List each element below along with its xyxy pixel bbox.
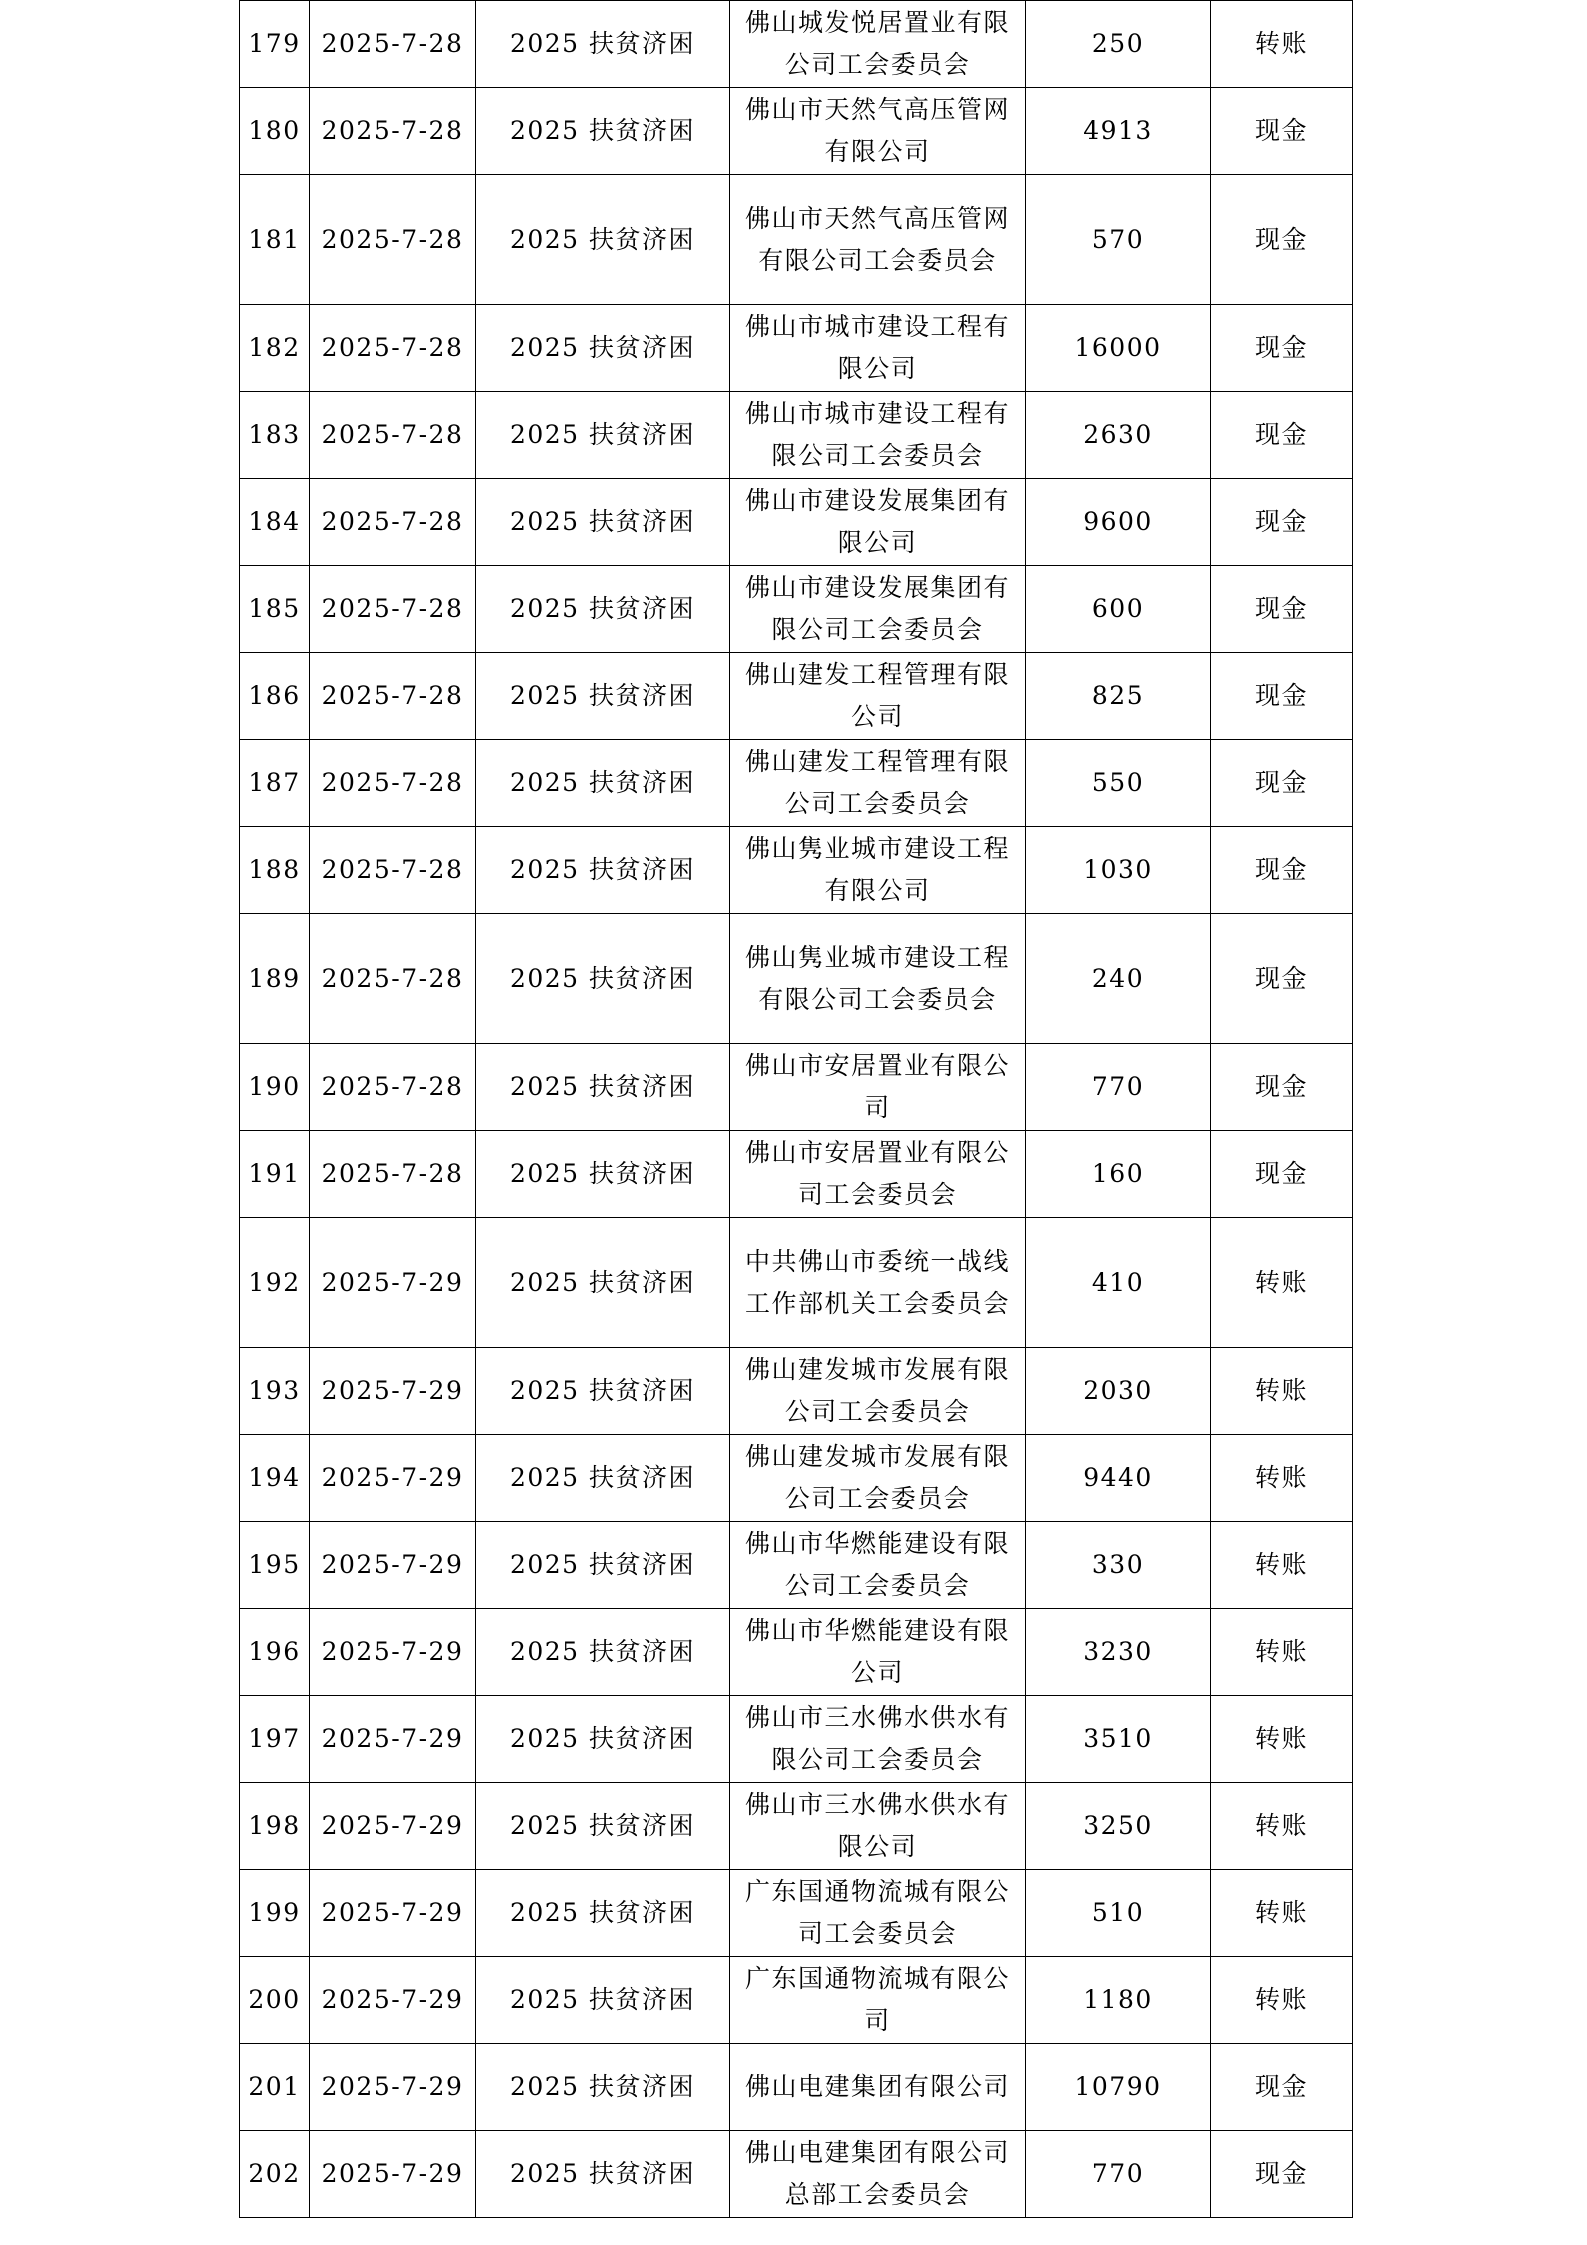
row-number: 188 (240, 827, 310, 914)
row-method: 现金 (1211, 1044, 1353, 1131)
row-amount: 2030 (1026, 1348, 1211, 1435)
row-number: 186 (240, 653, 310, 740)
row-method: 现金 (1211, 740, 1353, 827)
row-donor: 佛山电建集团有限公司 (730, 2044, 1026, 2131)
row-project: 2025 扶贫济困 (476, 1957, 730, 2044)
row-amount: 410 (1026, 1218, 1211, 1348)
row-method: 现金 (1211, 392, 1353, 479)
table-row (240, 175, 1353, 305)
row-method: 转账 (1211, 1957, 1353, 2044)
row-date: 2025-7-28 (310, 479, 476, 566)
table-row (240, 1522, 1353, 1609)
row-number: 189 (240, 914, 310, 1044)
table-row (240, 827, 1353, 914)
row-method: 转账 (1211, 1522, 1353, 1609)
row-donor: 佛山市华燃能建设有限公司 (730, 1609, 1026, 1696)
row-number: 194 (240, 1435, 310, 1522)
row-amount: 550 (1026, 740, 1211, 827)
row-date: 2025-7-29 (310, 1870, 476, 1957)
table-row (240, 1348, 1353, 1435)
row-date: 2025-7-28 (310, 175, 476, 305)
row-project: 2025 扶贫济困 (476, 305, 730, 392)
row-donor: 佛山市建设发展集团有限公司工会委员会 (730, 566, 1026, 653)
table-row (240, 1218, 1353, 1348)
row-date: 2025-7-28 (310, 566, 476, 653)
table-row (240, 566, 1353, 653)
table-row (240, 392, 1353, 479)
row-project: 2025 扶贫济困 (476, 1044, 730, 1131)
table-row (240, 1, 1353, 88)
row-number: 192 (240, 1218, 310, 1348)
table-row (240, 1957, 1353, 2044)
table-row (240, 305, 1353, 392)
row-project: 2025 扶贫济困 (476, 1435, 730, 1522)
row-amount: 825 (1026, 653, 1211, 740)
row-project: 2025 扶贫济困 (476, 479, 730, 566)
row-project: 2025 扶贫济困 (476, 1, 730, 88)
row-amount: 3250 (1026, 1783, 1211, 1870)
row-date: 2025-7-29 (310, 1218, 476, 1348)
row-donor: 佛山建发工程管理有限公司 (730, 653, 1026, 740)
row-project: 2025 扶贫济困 (476, 1522, 730, 1609)
row-project: 2025 扶贫济困 (476, 1131, 730, 1218)
table-row (240, 479, 1353, 566)
row-number: 179 (240, 1, 310, 88)
row-number: 199 (240, 1870, 310, 1957)
row-number: 181 (240, 175, 310, 305)
row-method: 现金 (1211, 2044, 1353, 2131)
row-method: 转账 (1211, 1696, 1353, 1783)
table-row (240, 1131, 1353, 1218)
row-donor: 佛山城发悦居置业有限公司工会委员会 (730, 1, 1026, 88)
row-date: 2025-7-28 (310, 88, 476, 175)
table-row (240, 88, 1353, 175)
row-number: 196 (240, 1609, 310, 1696)
row-date: 2025-7-29 (310, 1783, 476, 1870)
row-date: 2025-7-29 (310, 1435, 476, 1522)
row-method: 现金 (1211, 2131, 1353, 2218)
table-row (240, 653, 1353, 740)
row-number: 202 (240, 2131, 310, 2218)
row-project: 2025 扶贫济困 (476, 1218, 730, 1348)
row-project: 2025 扶贫济困 (476, 2044, 730, 2131)
row-amount: 3510 (1026, 1696, 1211, 1783)
row-number: 191 (240, 1131, 310, 1218)
row-method: 现金 (1211, 914, 1353, 1044)
row-donor: 佛山建发工程管理有限公司工会委员会 (730, 740, 1026, 827)
row-method: 现金 (1211, 88, 1353, 175)
row-amount: 9440 (1026, 1435, 1211, 1522)
row-project: 2025 扶贫济困 (476, 175, 730, 305)
row-amount: 3230 (1026, 1609, 1211, 1696)
row-donor: 佛山市城市建设工程有限公司工会委员会 (730, 392, 1026, 479)
row-amount: 160 (1026, 1131, 1211, 1218)
row-date: 2025-7-28 (310, 827, 476, 914)
table-row (240, 2044, 1353, 2131)
row-amount: 4913 (1026, 88, 1211, 175)
row-donor: 佛山建发城市发展有限公司工会委员会 (730, 1435, 1026, 1522)
row-donor: 佛山市建设发展集团有限公司 (730, 479, 1026, 566)
row-donor: 广东国通物流城有限公司 (730, 1957, 1026, 2044)
table-row (240, 1044, 1353, 1131)
row-project: 2025 扶贫济困 (476, 392, 730, 479)
row-donor: 佛山市三水佛水供水有限公司 (730, 1783, 1026, 1870)
row-number: 195 (240, 1522, 310, 1609)
row-method: 转账 (1211, 1609, 1353, 1696)
row-method: 转账 (1211, 1783, 1353, 1870)
row-number: 198 (240, 1783, 310, 1870)
row-date: 2025-7-28 (310, 740, 476, 827)
row-donor: 广东国通物流城有限公司工会委员会 (730, 1870, 1026, 1957)
row-donor: 佛山建发城市发展有限公司工会委员会 (730, 1348, 1026, 1435)
row-date: 2025-7-29 (310, 1609, 476, 1696)
table-row (240, 1609, 1353, 1696)
row-method: 转账 (1211, 1348, 1353, 1435)
row-project: 2025 扶贫济困 (476, 2131, 730, 2218)
row-project: 2025 扶贫济困 (476, 1870, 730, 1957)
row-project: 2025 扶贫济困 (476, 1348, 730, 1435)
row-date: 2025-7-28 (310, 914, 476, 1044)
row-amount: 240 (1026, 914, 1211, 1044)
donation-table-body (240, 1, 1353, 2218)
row-amount: 330 (1026, 1522, 1211, 1609)
row-number: 180 (240, 88, 310, 175)
row-amount: 770 (1026, 2131, 1211, 2218)
row-date: 2025-7-28 (310, 1131, 476, 1218)
row-donor: 佛山市天然气高压管网有限公司 (730, 88, 1026, 175)
row-method: 转账 (1211, 1870, 1353, 1957)
row-method: 现金 (1211, 1131, 1353, 1218)
row-amount: 250 (1026, 1, 1211, 88)
row-number: 190 (240, 1044, 310, 1131)
row-date: 2025-7-28 (310, 653, 476, 740)
row-amount: 16000 (1026, 305, 1211, 392)
row-amount: 2630 (1026, 392, 1211, 479)
row-donor: 佛山市城市建设工程有限公司 (730, 305, 1026, 392)
table-row (240, 1435, 1353, 1522)
row-project: 2025 扶贫济困 (476, 566, 730, 653)
row-method: 现金 (1211, 566, 1353, 653)
table-row (240, 1696, 1353, 1783)
row-donor: 佛山隽业城市建设工程有限公司 (730, 827, 1026, 914)
row-method: 转账 (1211, 1435, 1353, 1522)
row-project: 2025 扶贫济困 (476, 1696, 730, 1783)
row-project: 2025 扶贫济困 (476, 88, 730, 175)
row-method: 现金 (1211, 653, 1353, 740)
row-number: 184 (240, 479, 310, 566)
row-number: 200 (240, 1957, 310, 2044)
row-donor: 佛山市三水佛水供水有限公司工会委员会 (730, 1696, 1026, 1783)
row-method: 转账 (1211, 1218, 1353, 1348)
row-method: 转账 (1211, 1, 1353, 88)
row-number: 201 (240, 2044, 310, 2131)
row-donor: 中共佛山市委统一战线工作部机关工会委员会 (730, 1218, 1026, 1348)
row-project: 2025 扶贫济困 (476, 1609, 730, 1696)
row-number: 187 (240, 740, 310, 827)
row-number: 185 (240, 566, 310, 653)
row-number: 183 (240, 392, 310, 479)
row-date: 2025-7-28 (310, 1044, 476, 1131)
row-number: 197 (240, 1696, 310, 1783)
row-project: 2025 扶贫济困 (476, 1783, 730, 1870)
row-amount: 1030 (1026, 827, 1211, 914)
donation-table (239, 0, 1353, 2218)
row-method: 现金 (1211, 827, 1353, 914)
row-amount: 1180 (1026, 1957, 1211, 2044)
row-donor: 佛山市天然气高压管网有限公司工会委员会 (730, 175, 1026, 305)
table-row (240, 740, 1353, 827)
row-project: 2025 扶贫济困 (476, 827, 730, 914)
row-amount: 570 (1026, 175, 1211, 305)
table-row (240, 1870, 1353, 1957)
row-amount: 600 (1026, 566, 1211, 653)
row-date: 2025-7-29 (310, 1957, 476, 2044)
row-date: 2025-7-28 (310, 305, 476, 392)
row-donor: 佛山市安居置业有限公司 (730, 1044, 1026, 1131)
row-date: 2025-7-29 (310, 2044, 476, 2131)
row-date: 2025-7-28 (310, 1, 476, 88)
row-donor: 佛山隽业城市建设工程有限公司工会委员会 (730, 914, 1026, 1044)
row-donor: 佛山电建集团有限公司总部工会委员会 (730, 2131, 1026, 2218)
table-row (240, 2131, 1353, 2218)
row-date: 2025-7-29 (310, 1696, 476, 1783)
row-amount: 10790 (1026, 2044, 1211, 2131)
row-donor: 佛山市安居置业有限公司工会委员会 (730, 1131, 1026, 1218)
row-date: 2025-7-28 (310, 392, 476, 479)
row-project: 2025 扶贫济困 (476, 653, 730, 740)
table-row (240, 914, 1353, 1044)
row-number: 182 (240, 305, 310, 392)
row-date: 2025-7-29 (310, 1522, 476, 1609)
row-project: 2025 扶贫济困 (476, 740, 730, 827)
row-donor: 佛山市华燃能建设有限公司工会委员会 (730, 1522, 1026, 1609)
row-date: 2025-7-29 (310, 1348, 476, 1435)
row-amount: 510 (1026, 1870, 1211, 1957)
row-amount: 770 (1026, 1044, 1211, 1131)
row-method: 现金 (1211, 305, 1353, 392)
row-method: 现金 (1211, 479, 1353, 566)
table-row (240, 1783, 1353, 1870)
row-project: 2025 扶贫济困 (476, 914, 730, 1044)
row-method: 现金 (1211, 175, 1353, 305)
row-number: 193 (240, 1348, 310, 1435)
row-date: 2025-7-29 (310, 2131, 476, 2218)
row-amount: 9600 (1026, 479, 1211, 566)
